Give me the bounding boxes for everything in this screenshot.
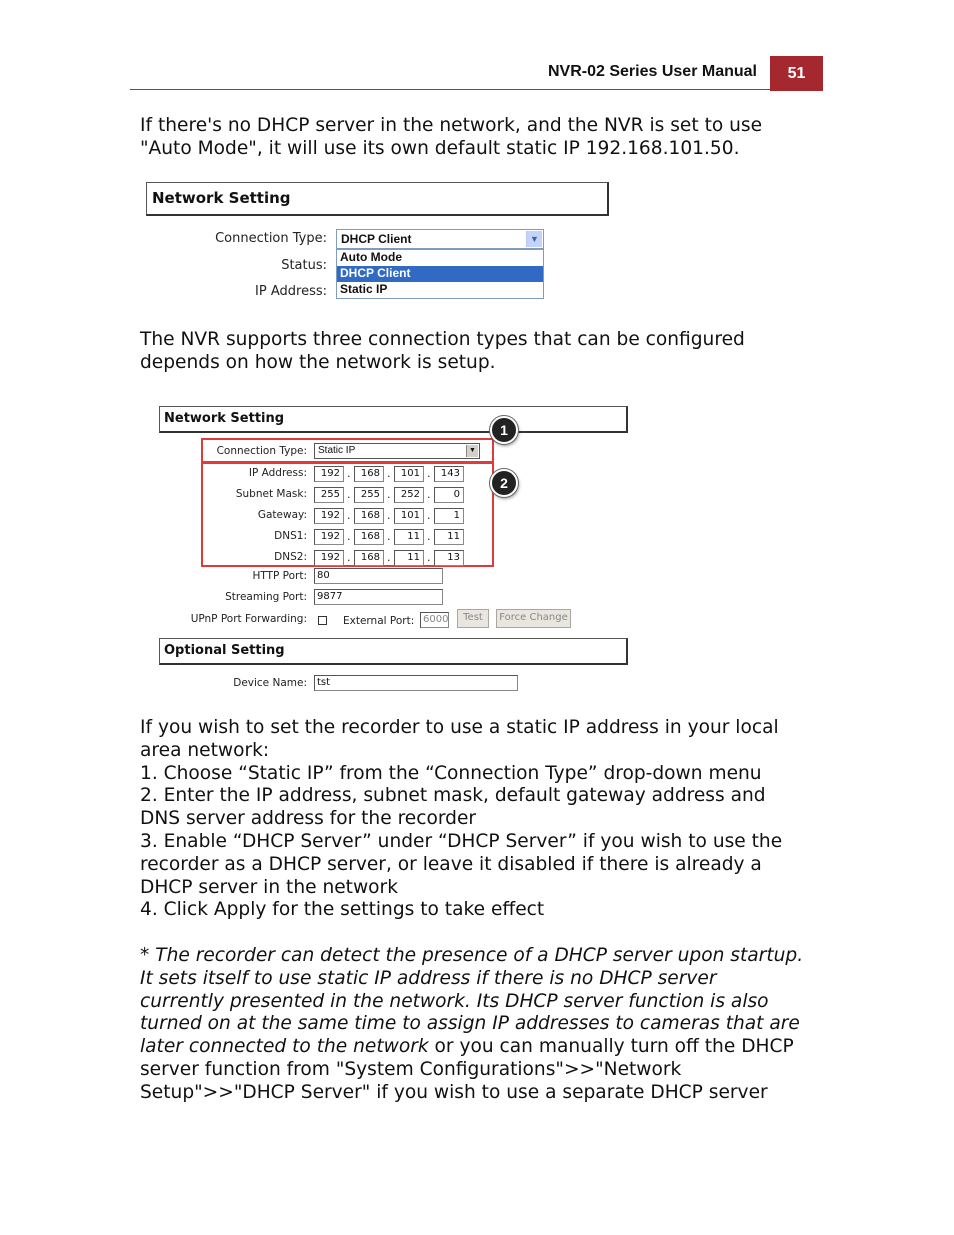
callout-badge-1: 1 xyxy=(490,416,518,444)
dhcp-note xyxy=(140,945,830,1105)
connection-types-paragraph xyxy=(140,329,830,375)
octet-input[interactable]: 168 xyxy=(354,529,384,545)
option-auto-mode[interactable]: Auto Mode xyxy=(340,250,402,264)
dropdown-arrow-icon[interactable]: ▼ xyxy=(466,445,478,457)
octet-separator: . xyxy=(347,509,351,522)
octet-separator: . xyxy=(427,467,431,480)
octet-separator: . xyxy=(427,530,431,543)
option-static-ip[interactable]: Static IP xyxy=(340,282,388,296)
octet-separator: . xyxy=(387,467,391,480)
option-dhcp-client[interactable]: DHCP Client xyxy=(337,266,543,282)
intro-paragraph xyxy=(140,115,830,161)
external-port-input[interactable]: 6000 xyxy=(420,612,449,628)
octet-input[interactable]: 11 xyxy=(394,529,424,545)
note-line: Setup">>"DHCP Server" if you wish to use a separate DHCP server xyxy=(140,1081,768,1103)
note-line: * The recorder can detect the presence of a DHCP server upon startup. xyxy=(140,945,804,966)
octet-separator: . xyxy=(427,488,431,501)
octet-input[interactable]: 0 xyxy=(434,487,464,503)
static-ip-instructions xyxy=(140,717,830,922)
ip-row-label: IP Address: xyxy=(248,467,307,479)
connection-type-value: Static IP xyxy=(318,445,356,456)
octet-input[interactable]: 168 xyxy=(354,508,384,524)
octet-input[interactable]: 192 xyxy=(314,466,344,482)
instr-line: area network: xyxy=(140,739,270,761)
octet-input[interactable]: 255 xyxy=(314,487,344,503)
connection-type-label: Connection Type: xyxy=(215,231,327,246)
note-line: server function from "System Configurations">>"Network xyxy=(140,1058,682,1080)
upnp-label: UPnP Port Forwarding: xyxy=(190,613,307,625)
instr-step-4: 4. Click Apply for the settings to take effect xyxy=(140,899,545,921)
octet-input[interactable]: 192 xyxy=(314,529,344,545)
status-label: Status: xyxy=(281,258,327,273)
instr-line: recorder as a DHCP server, or leave it disabled if there is already a xyxy=(140,853,762,875)
instr-step-3: 3. Enable “DHCP Server” under “DHCP Server” if you wish to use the xyxy=(140,830,783,852)
intro-line-1: If there's no DHCP server in the network, and the NVR is set to use xyxy=(140,115,763,136)
octet-separator: . xyxy=(387,488,391,501)
streaming-port-label: Streaming Port: xyxy=(225,591,307,603)
octet-separator: . xyxy=(347,467,351,480)
note-line: turned on at the same time to assign IP addresses to cameras that are xyxy=(140,1013,800,1035)
octet-separator: . xyxy=(427,551,431,564)
upnp-checkbox[interactable] xyxy=(318,616,327,625)
page-number: 51 xyxy=(770,56,823,91)
connection-type-label-2: Connection Type: xyxy=(216,445,307,457)
note-mixed-line xyxy=(140,1036,830,1059)
types-line-2: depends on how the network is setup. xyxy=(140,351,496,373)
connection-type-options xyxy=(336,249,544,299)
octet-separator: . xyxy=(347,551,351,564)
types-line-1: The NVR supports three connection types that can be configured xyxy=(140,329,745,350)
device-name-label: Device Name: xyxy=(233,677,307,689)
external-port-label: External Port: xyxy=(343,615,415,627)
force-change-button[interactable]: Force Change xyxy=(496,609,571,628)
octet-input[interactable]: 11 xyxy=(434,529,464,545)
octet-input[interactable]: 101 xyxy=(394,466,424,482)
streaming-port-input[interactable]: 9877 xyxy=(314,589,443,605)
http-port-label: HTTP Port: xyxy=(252,570,307,582)
ip-row-label: DNS2: xyxy=(274,551,307,563)
octet-input[interactable]: 13 xyxy=(434,550,464,566)
device-name-input[interactable]: tst xyxy=(314,675,518,691)
octet-separator: . xyxy=(387,551,391,564)
instr-line: If you wish to set the recorder to use a static IP address in your local xyxy=(140,717,779,738)
note-italic-part: later connected to the network xyxy=(140,1036,429,1058)
connection-type-select-2[interactable] xyxy=(314,443,480,459)
octet-input[interactable]: 101 xyxy=(394,508,424,524)
ip-row-label: Gateway: xyxy=(257,509,307,521)
callout-badge-2: 2 xyxy=(490,469,518,497)
header-rule xyxy=(130,89,770,90)
note-line: currently presented in the network. Its DHCP server function is also xyxy=(140,990,769,1012)
intro-line-2: "Auto Mode", it will use its own default static IP 192.168.101.50. xyxy=(140,137,740,159)
network-setting-header: Network Setting xyxy=(146,182,609,216)
octet-input[interactable]: 1 xyxy=(434,508,464,524)
octet-input[interactable]: 168 xyxy=(354,550,384,566)
octet-input[interactable]: 192 xyxy=(314,508,344,524)
octet-input[interactable]: 143 xyxy=(434,466,464,482)
octet-separator: . xyxy=(387,530,391,543)
instr-line: DHCP server in the network xyxy=(140,876,398,898)
octet-input[interactable]: 255 xyxy=(354,487,384,503)
note-line: It sets itself to use static IP address if there is no DHCP server xyxy=(140,967,717,989)
http-port-input[interactable]: 80 xyxy=(314,568,443,584)
chevron-down-icon[interactable]: ▼ xyxy=(526,231,542,247)
octet-separator: . xyxy=(347,530,351,543)
ip-row-label: DNS1: xyxy=(274,530,307,542)
optional-setting-header: Optional Setting xyxy=(159,638,628,665)
network-setting-header-2: Network Setting xyxy=(159,406,628,433)
octet-separator: . xyxy=(347,488,351,501)
octet-input[interactable]: 11 xyxy=(394,550,424,566)
octet-input[interactable]: 192 xyxy=(314,550,344,566)
connection-type-selected: DHCP Client xyxy=(341,232,412,246)
octet-separator: . xyxy=(387,509,391,522)
note-normal-part: or you can manually turn off the DHCP xyxy=(428,1036,794,1058)
instr-step-1: 1. Choose “Static IP” from the “Connection Type” drop-down menu xyxy=(140,762,762,784)
instr-step-2: 2. Enter the IP address, subnet mask, default gateway address and xyxy=(140,785,766,807)
instr-line: DNS server address for the recorder xyxy=(140,808,477,830)
test-button[interactable]: Test xyxy=(457,609,489,628)
octet-separator: . xyxy=(427,509,431,522)
ip-row-label: Subnet Mask: xyxy=(235,488,307,500)
connection-type-select[interactable] xyxy=(336,229,544,249)
ip-address-label: IP Address: xyxy=(255,284,327,299)
manual-title: NVR-02 Series User Manual xyxy=(548,63,757,80)
octet-input[interactable]: 168 xyxy=(354,466,384,482)
octet-input[interactable]: 252 xyxy=(394,487,424,503)
